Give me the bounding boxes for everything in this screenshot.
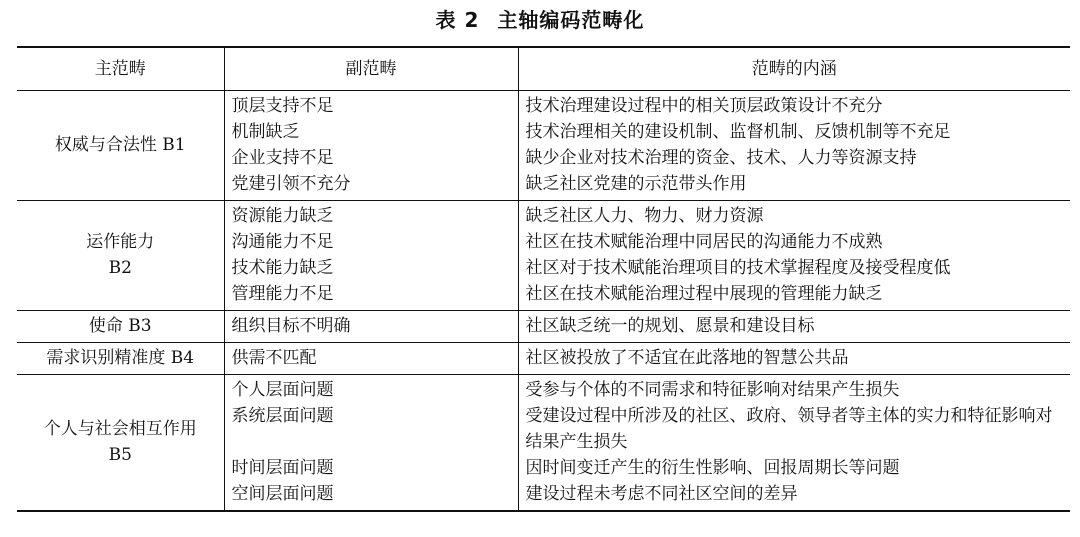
main-category-cell: [17, 311, 224, 343]
connotation-text: 缺乏社区党建的示范带头作用: [525, 174, 747, 194]
header-connotation: 范畴的内涵: [518, 47, 1070, 91]
coding-table: [17, 46, 1070, 512]
sub-category-cell: [224, 91, 518, 201]
sub-category-text: 顶层支持不足: [231, 96, 334, 116]
connotation-text: 受参与个体的不同需求和特征影响对结果产生损失: [525, 380, 900, 400]
main-category-text: 个人与社会相互作用: [43, 419, 197, 439]
sub-category-spacer: [232, 429, 511, 455]
connotation-text: 受建设过程中所涉及的社区、政府、领导者等主体的实力和特征影响对结果产生损失: [525, 406, 1053, 452]
sub-category-text: 系统层面问题: [231, 406, 334, 426]
main-category-text: 需求识别精准度 B4: [46, 348, 195, 368]
table-title: 主轴编码范畴化: [497, 8, 645, 32]
connotation-text: 缺乏社区人力、物力、财力资源: [525, 206, 764, 226]
connotation-cell: [518, 91, 1070, 201]
sub-category-cell: [224, 311, 518, 343]
connotation-text: 社区在技术赋能治理中同居民的沟通能力不成熟: [525, 232, 883, 252]
sub-category-cell: [224, 343, 518, 375]
table-caption: [0, 4, 1080, 33]
table-row: [17, 91, 1070, 201]
connotation-text: 技术治理相关的建设机制、监督机制、反馈机制等不充足: [525, 122, 951, 142]
connotation-text: 建设过程未考虑不同社区空间的差异: [525, 484, 798, 504]
table-row: [17, 343, 1070, 375]
sub-category-cell: [224, 201, 518, 311]
main-category-text: 使命 B3: [88, 316, 152, 336]
sub-category-text: 机制缺乏: [231, 122, 300, 142]
sub-category-cell: [224, 375, 518, 512]
connotation-text: 缺少企业对技术治理的资金、技术、人力等资源支持: [525, 148, 917, 168]
table-row: [17, 201, 1070, 311]
main-category-text: 运作能力: [86, 232, 155, 252]
table-row: [17, 311, 1070, 343]
sub-category-text: 个人层面问题: [231, 380, 334, 400]
connotation-text: 社区对于技术赋能治理项目的技术掌握程度及接受程度低: [525, 258, 951, 278]
connotation-cell: [518, 311, 1070, 343]
sub-category-text: 时间层面问题: [231, 458, 334, 478]
connotation-cell: [518, 201, 1070, 311]
main-category-cell: [17, 201, 224, 311]
connotation-cell: [518, 343, 1070, 375]
sub-category-text: 沟通能力不足: [231, 232, 334, 252]
connotation-text: 社区缺乏统一的规划、愿景和建设目标: [525, 316, 815, 336]
connotation-text: 社区在技术赋能治理过程中展现的管理能力缺乏: [525, 284, 883, 304]
main-category-cell: [17, 343, 224, 375]
header-main-category: 主范畴: [94, 59, 146, 79]
sub-category-text: 管理能力不足: [231, 284, 334, 304]
sub-category-text: 资源能力缺乏: [231, 206, 334, 226]
header-sub-category: 副范畴: [224, 47, 518, 91]
table-row: [17, 375, 1070, 512]
connotation-text: 技术治理建设过程中的相关顶层政策设计不充分: [525, 96, 883, 116]
main-category-code: B5: [108, 445, 132, 465]
sub-category-text: 供需不匹配: [231, 348, 317, 368]
main-category-code: B2: [108, 258, 132, 278]
connotation-text: 社区被投放了不适宜在此落地的智慧公共品: [525, 348, 849, 368]
connotation-cell: [518, 375, 1070, 512]
sub-category-text: 党建引领不充分: [231, 174, 351, 194]
sub-category-text: 组织目标不明确: [231, 316, 351, 336]
main-category-text: 权威与合法性 B1: [54, 135, 186, 155]
sub-category-text: 企业支持不足: [231, 148, 334, 168]
table-number: 表 2: [435, 8, 480, 32]
connotation-text: 因时间变迁产生的衍生性影响、回报周期长等问题: [525, 458, 900, 478]
sub-category-text: 空间层面问题: [231, 484, 334, 504]
main-category-cell: [17, 375, 224, 512]
main-category-cell: [17, 91, 224, 201]
sub-category-text: 技术能力缺乏: [231, 258, 334, 278]
header-row: [17, 47, 1070, 91]
